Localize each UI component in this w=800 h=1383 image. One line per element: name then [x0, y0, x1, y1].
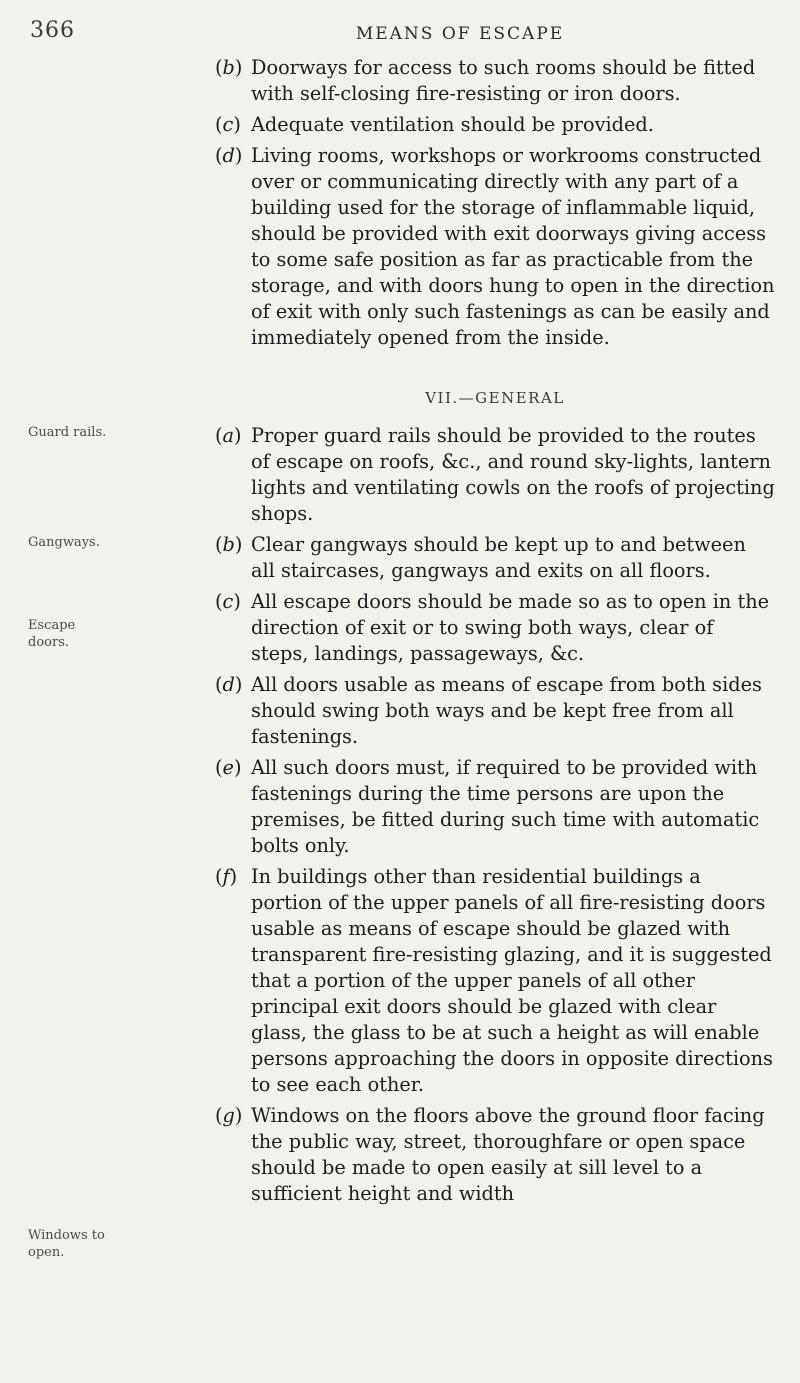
list-item	[215, 1103, 775, 1207]
item-marker: (d)	[215, 144, 243, 167]
margin-note-windows: Windows to open.	[28, 1228, 105, 1260]
item-text: All doors usable as means of escape from both sides should swing both ways and be kept free from all fastenings.	[251, 673, 762, 748]
margin-note-guard-rails: Guard rails.	[28, 425, 107, 440]
running-head: MEANS OF ESCAPE	[355, 24, 565, 44]
list-item	[215, 755, 775, 859]
list-item	[215, 423, 775, 527]
item-marker: (e)	[215, 756, 242, 779]
item-text: Doorways for access to such rooms should be fitted with self-closing fire-resisting or iron doors.	[251, 56, 756, 105]
list-item	[215, 864, 775, 1098]
item-text: Adequate ventilation should be provided.	[251, 113, 654, 136]
list-item	[215, 55, 775, 107]
item-marker: (b)	[215, 56, 243, 79]
list-item	[215, 112, 775, 138]
item-text: Windows on the floors above the ground floor facing the public way, street, thoroughfare or open space should be made to open easily at sill level to a sufficient height and width	[251, 1104, 765, 1205]
item-marker: (a)	[215, 424, 242, 447]
section-heading: VII.—GENERAL	[425, 389, 565, 407]
page-number: 366	[30, 18, 75, 43]
item-text: In buildings other than residential buildings a portion of the upper panels of all fire-resisting doors usable as means of escape should be glazed with transparent fire-resisting glazing, and it is suggested that a portion of the upper panels of all other principal exit doors should be glazed with clear glass, the glass to be at such a height as will enable persons approaching the doors in opposite directions to see each other.	[251, 865, 773, 1096]
item-text: All such doors must, if required to be provided with fastenings during the time persons are upon the premises, be fitted during such time with automatic bolts only.	[251, 756, 760, 857]
page-body	[215, 55, 775, 1212]
item-marker: (g)	[215, 1104, 243, 1127]
item-marker: (f)	[215, 865, 238, 888]
list-item	[215, 143, 775, 351]
item-marker: (c)	[215, 590, 241, 613]
item-text: Proper guard rails should be provided to the routes of escape on roofs, &c., and round sky-lights, lantern lights and ventilating cowls on the roofs of projecting shops.	[251, 424, 775, 525]
list-item	[215, 672, 775, 750]
item-marker: (c)	[215, 113, 241, 136]
list-item	[215, 532, 775, 584]
list-item	[215, 589, 775, 667]
margin-note-gangways: Gangways.	[28, 535, 100, 550]
margin-note-escape-doors: Escape doors.	[28, 618, 76, 650]
item-text: All escape doors should be made so as to open in the direction of exit or to swing both ways, clear of steps, landings, passageways, &c.	[251, 590, 770, 665]
item-marker: (d)	[215, 673, 243, 696]
item-text: Living rooms, workshops or workrooms constructed over or communicating directly with any part of a building used for the storage of inflammable liquid, should be provided with exit doorways giving access to some safe position as far as practicable from the storage, and with doors hung to open in the direction of exit with only such fastenings as can be easily and immediately opened from the inside.	[251, 144, 775, 349]
item-text: Clear gangways should be kept up to and between all staircases, gangways and exits on all floors.	[251, 533, 746, 582]
item-marker: (b)	[215, 533, 243, 556]
